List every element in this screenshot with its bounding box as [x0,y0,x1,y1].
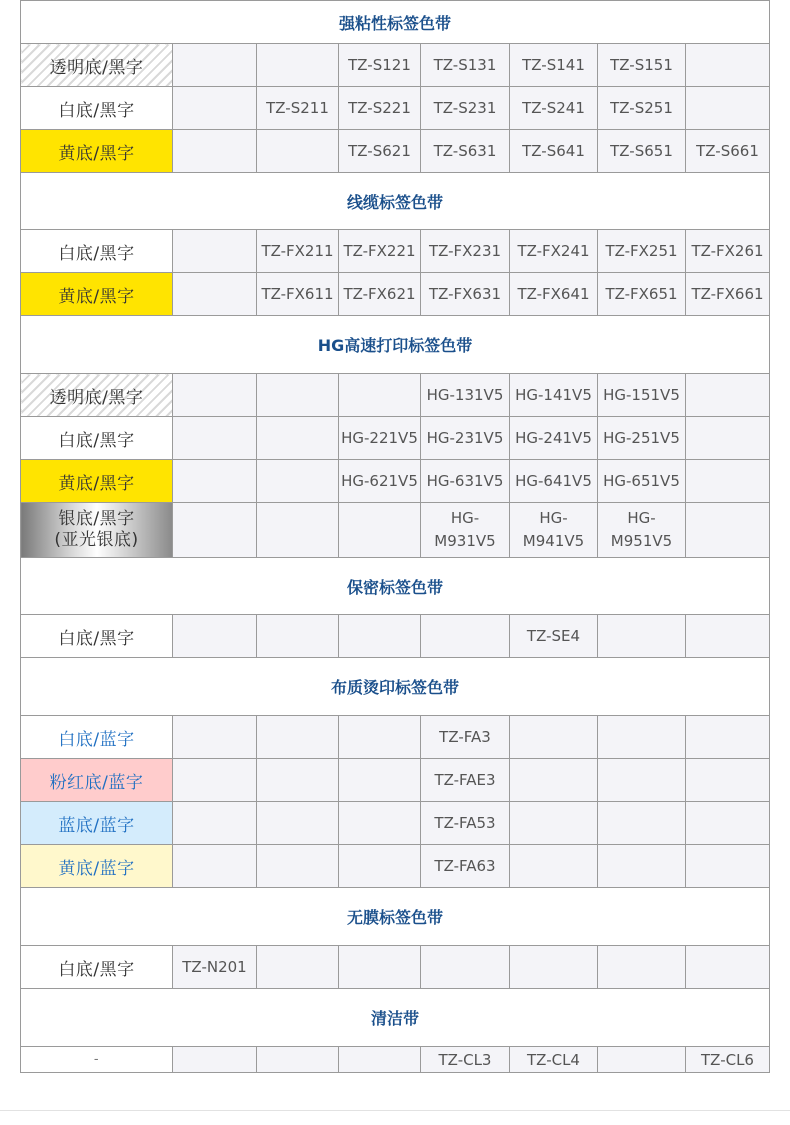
tape-type-label [21,615,173,658]
model-cell [598,87,686,130]
model-code: TZ-FA3 [439,728,491,746]
model-code: TZ-FX651 [605,285,678,303]
model-cell [173,503,257,558]
model-cell [686,503,770,558]
model-cell [421,503,510,558]
model-code: TZ-FX641 [517,285,590,303]
model-cell [686,417,770,460]
model-code: TZ-S151 [610,56,673,74]
tape-type-name: 白底/黑字 [58,430,135,451]
tape-type-label [21,716,173,759]
model-cell [510,946,598,989]
model-code: TZ-S131 [433,56,497,74]
model-cell [339,87,421,130]
model-cell [339,273,421,316]
section-header-row [21,173,770,230]
model-cell [173,273,257,316]
model-cell [510,417,598,460]
model-cell [173,417,257,460]
model-code: HG-M931V5 [434,509,496,550]
tape-type-name: 白底/蓝字 [58,729,135,750]
tape-type-label [21,802,173,845]
model-cell [686,460,770,503]
model-code: HG-151V5 [603,386,680,404]
model-code: TZ-FX231 [428,242,502,260]
model-code: TZ-FA53 [434,814,496,832]
page-bottom-divider [0,1110,790,1111]
model-cell [339,615,421,658]
model-code: HG-641V5 [515,472,592,490]
model-cell [421,1047,510,1073]
model-code: HG-M941V5 [522,509,585,550]
table-row [21,946,770,989]
tape-type-name: 白底/黑字 [58,100,135,121]
tape-type-label [21,374,173,417]
model-cell [421,44,510,87]
model-cell [421,374,510,417]
model-cell [421,417,510,460]
model-cell [257,417,339,460]
section-header-row [21,888,770,946]
table-row [21,87,770,130]
model-cell [421,802,510,845]
model-code: TZ-S641 [522,142,585,160]
model-cell [173,374,257,417]
table-row [21,44,770,87]
model-cell [339,845,421,888]
model-cell [421,615,510,658]
model-cell [598,417,686,460]
model-cell [339,417,421,460]
model-cell [339,759,421,802]
section-title: 布质烫印标签色带 [21,658,770,716]
tape-type-name: 黄底/蓝字 [58,858,135,879]
tape-type-name: 黄底/黑字 [58,473,135,494]
table-row [21,417,770,460]
model-code: TZ-CL6 [701,1050,754,1069]
tape-type-name: 白底/黑字 [58,628,135,649]
tape-type-label [21,759,173,802]
model-cell [257,845,339,888]
model-cell [339,1047,421,1073]
model-cell [421,87,510,130]
model-code: HG-221V5 [341,429,418,447]
section-header-row [21,989,770,1047]
model-cell [257,374,339,417]
model-cell [173,44,257,87]
model-code: TZ-FA63 [434,857,496,875]
table-row [21,460,770,503]
model-cell [257,716,339,759]
model-cell [686,802,770,845]
model-cell [598,460,686,503]
section-header-row [21,316,770,374]
model-code: TZ-FX211 [261,242,334,260]
model-code: HG-131V5 [426,386,504,404]
model-cell [173,946,257,989]
section-title: 线缆标签色带 [21,173,770,230]
model-code: TZ-S251 [610,99,673,117]
model-cell [257,87,339,130]
table-row [21,230,770,273]
tape-type-label [21,273,173,316]
tape-type-name: - [93,1052,100,1067]
model-cell [686,845,770,888]
model-cell [686,87,770,130]
model-cell [173,845,257,888]
model-cell [173,802,257,845]
model-cell [686,374,770,417]
tape-type-note: (亚光银底) [54,530,139,550]
tape-type-label [21,503,173,558]
model-cell [173,1047,257,1073]
model-cell [173,460,257,503]
tape-type-label [21,230,173,273]
model-code: TZ-N201 [182,958,247,976]
model-cell [510,44,598,87]
model-cell [598,845,686,888]
model-cell [686,44,770,87]
model-cell [421,716,510,759]
model-cell [257,44,339,87]
model-code: TZ-S221 [348,99,411,117]
model-cell [598,230,686,273]
model-cell [173,759,257,802]
model-cell [257,273,339,316]
model-cell [598,1047,686,1073]
model-cell [421,130,510,173]
model-cell [257,230,339,273]
model-code: HG-621V5 [341,472,418,490]
model-code: HG-241V5 [515,429,592,447]
model-cell [598,716,686,759]
model-code: HG-651V5 [603,472,680,490]
tape-type-label [21,460,173,503]
model-code: HG-251V5 [603,429,680,447]
model-cell [257,615,339,658]
model-cell [257,802,339,845]
model-cell [421,759,510,802]
section-title: HG高速打印标签色带 [21,316,770,374]
table-row [21,845,770,888]
model-cell [510,845,598,888]
tape-type-name: 蓝底/蓝字 [58,815,135,836]
tape-type-label [21,417,173,460]
model-code: TZ-S621 [348,142,411,160]
table-row [21,1047,770,1073]
model-cell [598,374,686,417]
table-row [21,759,770,802]
table-row [21,615,770,658]
section-title: 无膜标签色带 [21,888,770,946]
model-cell [598,759,686,802]
model-cell [598,615,686,658]
model-code: TZ-S241 [522,99,585,117]
model-cell [173,87,257,130]
table-row [21,716,770,759]
model-cell [339,230,421,273]
model-cell [510,802,598,845]
model-cell [686,273,770,316]
table-row [21,802,770,845]
model-cell [173,130,257,173]
section-header-row [21,658,770,716]
model-cell [421,460,510,503]
model-code: TZ-FX241 [517,242,590,260]
model-cell [598,130,686,173]
model-cell [510,230,598,273]
model-code: TZ-S631 [433,142,497,160]
model-code: TZ-FAE3 [434,771,496,789]
model-code: TZ-CL4 [527,1050,580,1069]
tape-type-name: 透明底/黑字 [49,57,144,78]
model-cell [510,130,598,173]
model-cell [421,845,510,888]
model-code: TZ-S231 [433,99,497,117]
model-code: TZ-FX251 [605,242,678,260]
model-code: TZ-FX221 [343,242,416,260]
model-cell [421,230,510,273]
model-cell [339,130,421,173]
tape-type-name: 粉红底/蓝字 [49,772,144,793]
model-cell [421,946,510,989]
tape-type-name: 黄底/黑字 [58,286,135,307]
tape-type-label [21,946,173,989]
model-cell [339,802,421,845]
tape-type-label [21,87,173,130]
model-cell [510,460,598,503]
model-cell [686,230,770,273]
model-code: TZ-S211 [266,99,329,117]
model-cell [173,615,257,658]
tape-type-name: 银底/黑字 [58,509,135,529]
model-cell [686,1047,770,1073]
model-code: TZ-FX261 [691,242,764,260]
tape-type-name: 白底/黑字 [58,959,135,980]
model-cell [510,1047,598,1073]
model-cell [257,460,339,503]
model-cell [686,615,770,658]
table-body [21,1,770,1073]
model-cell [339,503,421,558]
model-cell [339,374,421,417]
model-code: HG-631V5 [426,472,504,490]
model-cell [339,716,421,759]
model-code: TZ-FX621 [343,285,416,303]
model-code: HG-231V5 [426,429,504,447]
model-cell [257,503,339,558]
section-title: 保密标签色带 [21,558,770,615]
model-cell [173,716,257,759]
tape-type-label [21,1047,173,1073]
tape-type-label [21,130,173,173]
tape-type-label [21,845,173,888]
section-title: 清洁带 [21,989,770,1047]
model-cell [598,273,686,316]
tape-type-name: 白底/黑字 [58,243,135,264]
model-code: TZ-S651 [610,142,673,160]
model-cell [510,503,598,558]
table-row [21,374,770,417]
model-code: TZ-FX611 [261,285,334,303]
model-cell [339,44,421,87]
model-cell [257,759,339,802]
model-cell [339,460,421,503]
model-cell [510,273,598,316]
model-cell [598,946,686,989]
section-header-row [21,558,770,615]
model-cell [173,230,257,273]
model-cell [598,503,686,558]
section-title: 强粘性标签色带 [21,1,770,44]
model-code: TZ-S121 [348,56,411,74]
model-code: HG-M951V5 [610,509,673,550]
table-row [21,130,770,173]
model-cell [686,716,770,759]
model-cell [686,946,770,989]
model-cell [339,946,421,989]
model-code: TZ-CL3 [438,1050,492,1069]
model-cell [257,1047,339,1073]
model-cell [510,615,598,658]
model-code: HG-141V5 [515,386,592,404]
model-code: TZ-S141 [522,56,585,74]
tape-type-name: 黄底/黑字 [58,143,135,164]
tape-compatibility-table [20,0,769,1073]
tape-type-name: 透明底/黑字 [49,387,144,408]
model-code: TZ-SE4 [526,627,581,645]
tape-type-label [21,44,173,87]
model-code: TZ-FX661 [691,285,764,303]
table-row [21,503,770,558]
model-cell [686,130,770,173]
model-code: TZ-FX631 [428,285,502,303]
model-cell [510,374,598,417]
model-cell [257,130,339,173]
model-cell [598,44,686,87]
model-cell [421,273,510,316]
model-cell [686,759,770,802]
model-cell [510,759,598,802]
model-cell [510,87,598,130]
table-row [21,273,770,316]
model-cell [598,802,686,845]
section-header-row [21,1,770,44]
model-code: TZ-S661 [696,142,759,160]
model-cell [257,946,339,989]
model-cell [510,716,598,759]
